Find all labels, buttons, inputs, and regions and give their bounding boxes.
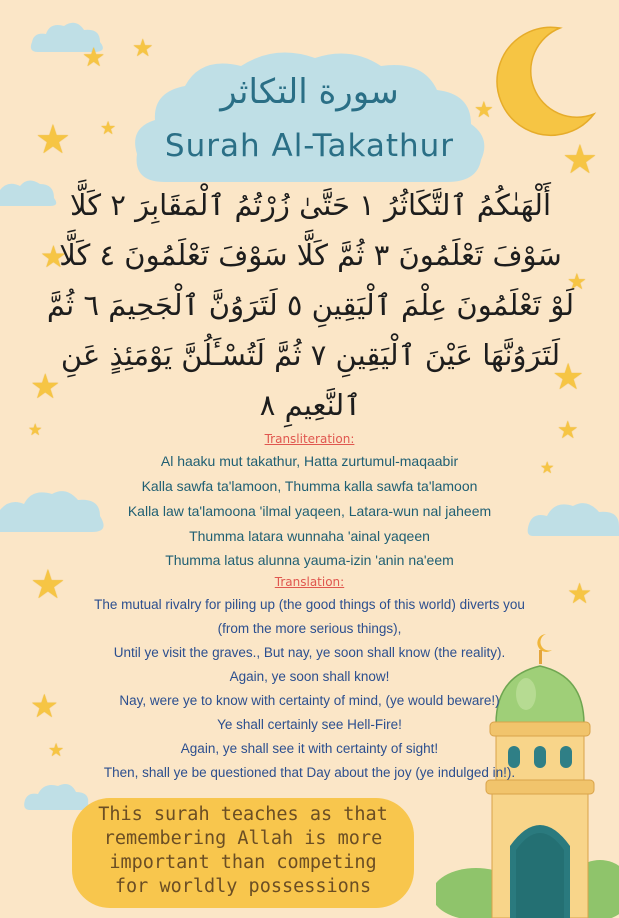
transliteration-line: Thumma latus alunna yauma-izin 'anin na'eem bbox=[165, 552, 454, 568]
arabic-line: سَوْفَ تَعْلَمُونَ ٣ ثُمَّ كَلَّا سَوْفَ تَعْلَمُونَ ٤ كَلَّا bbox=[59, 238, 562, 272]
translation-line: Nay, were ye to know with certainty of mind, (ye would beware!) bbox=[119, 693, 500, 708]
arabic-line: لَتَرَوُنَّهَا عَيْنَ ٱلْيَقِينِ ٧ ثُمَّ لَتُسْـَٔلُنَّ يَوْمَئِذٍ عَنِ bbox=[60, 338, 561, 372]
translation-line: Again, ye soon shall know! bbox=[229, 669, 390, 684]
translation-line: Until ye visit the graves., But nay, ye soon shall know (the reality). bbox=[113, 645, 506, 660]
moral-line: remembering Allah is more bbox=[103, 828, 383, 849]
transliteration-line: Al haaku mut takathur, Hatta zurtumul-maqaabir bbox=[160, 453, 459, 469]
translation-line: Again, ye shall see it with certainty of sight! bbox=[180, 741, 439, 756]
title-arabic: سورة التكاثر bbox=[220, 72, 399, 112]
translation-line: Then, shall ye be questioned that Day about the joy (ye indulged in!). bbox=[103, 765, 516, 780]
star-icon: ★ bbox=[562, 137, 598, 183]
translation-label: Translation: bbox=[274, 575, 345, 589]
transliteration-label: Transliteration: bbox=[264, 432, 355, 446]
star-icon: ★ bbox=[35, 117, 71, 163]
page-title: Surah Al-Takathur bbox=[164, 128, 455, 164]
star-icon: ★ bbox=[40, 240, 67, 275]
transliteration-line: Thumma latara wunnaha 'ainal yaqeen bbox=[189, 528, 430, 544]
star-icon: ★ bbox=[540, 458, 555, 477]
translation-line: (from the more serious things), bbox=[217, 621, 402, 636]
transliteration-line: Kalla sawfa ta'lamoon, Thumma kalla sawfa ta'lamoon bbox=[141, 478, 478, 494]
star-icon: ★ bbox=[82, 43, 106, 73]
moral-line: This surah teaches as that bbox=[98, 804, 388, 825]
star-icon: ★ bbox=[48, 740, 65, 761]
star-icon: ★ bbox=[28, 420, 43, 439]
star-icon: ★ bbox=[567, 270, 587, 295]
title-cloud bbox=[125, 42, 495, 192]
moral-line: for worldly possessions bbox=[114, 876, 372, 897]
arabic-text bbox=[28, 180, 593, 430]
star-icon: ★ bbox=[30, 367, 61, 407]
star-icon: ★ bbox=[30, 687, 59, 725]
translation-line: The mutual rivalry for piling up (the good things of this world) diverts you bbox=[94, 597, 525, 612]
star-icon: ★ bbox=[567, 577, 593, 610]
star-icon: ★ bbox=[100, 118, 117, 139]
translation-line: Ye shall certainly see Hell-Fire! bbox=[217, 717, 402, 732]
star-icon: ★ bbox=[557, 416, 579, 444]
arabic-line: أَلْهَىٰكُمُ ٱلتَّكَاثُرُ ١ حَتَّىٰ زُرْتُمُ ٱلْمَقَابِرَ ٢ كَلَّا bbox=[69, 188, 552, 222]
arabic-line: لَوْ تَعْلَمُونَ عِلْمَ ٱلْيَقِينِ ٥ لَتَرَوُنَّ ٱلْجَحِيمَ ٦ ثُمَّ bbox=[46, 288, 575, 322]
transliteration-line: Kalla law ta'lamoona 'ilmal yaqeen, Latara-wun nal jaheem bbox=[127, 503, 492, 519]
star-icon: ★ bbox=[552, 357, 585, 398]
star-icon: ★ bbox=[132, 34, 154, 62]
star-icon: ★ bbox=[30, 562, 66, 608]
moral-line: important than competing bbox=[109, 852, 377, 873]
star-icon: ★ bbox=[474, 98, 494, 123]
arabic-line: ٱلنَّعِيمِ ٨ bbox=[259, 388, 362, 422]
